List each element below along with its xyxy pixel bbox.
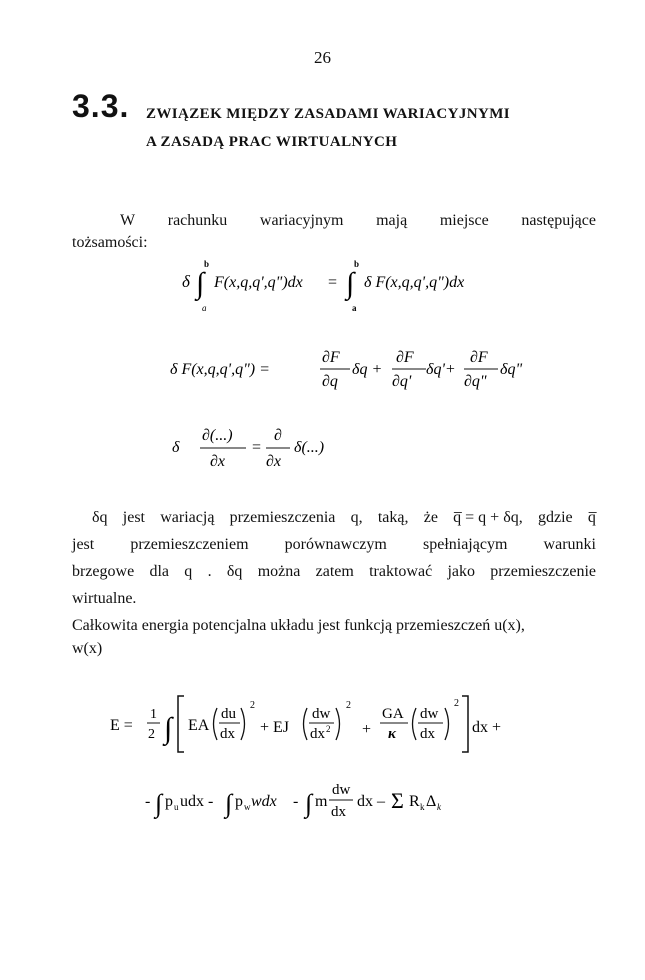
eq1-upper-limit-2: b xyxy=(354,259,360,269)
intro-line1 xyxy=(72,210,596,232)
eq1-lhs-func: F(x,q,q',q")dx xyxy=(214,274,303,291)
word: q xyxy=(184,563,193,580)
section-title-line1: ZWIĄZEK MIĘDZY ZASADAMI WARIACYJNYMI xyxy=(146,106,511,122)
eq4-ga: GA xyxy=(382,706,404,722)
equation-energy-load-terms xyxy=(145,776,505,830)
eq4-half-num: 1 xyxy=(150,707,157,722)
word: że xyxy=(423,509,438,526)
eq5-dx: dx xyxy=(331,804,346,820)
word: traktować xyxy=(369,563,433,580)
word: rachunku xyxy=(167,212,228,229)
equation-variation-of-f xyxy=(170,340,550,402)
para2-line2 xyxy=(72,531,596,558)
word: W xyxy=(120,212,136,229)
eq5-minus3: - xyxy=(293,793,299,810)
word: jest xyxy=(122,509,145,526)
word: jako xyxy=(447,563,476,580)
eq1-equals: = xyxy=(328,274,338,291)
eq4-dx: dx xyxy=(220,726,235,742)
para2-line4: wirtualne. xyxy=(72,590,137,607)
word: miejsce xyxy=(439,212,489,229)
left-paren xyxy=(214,708,218,740)
integral-sign: ∫ xyxy=(225,789,233,818)
word: przemieszczenie xyxy=(490,563,596,580)
summation-sign: Σ xyxy=(391,788,404,813)
eq2-term1: δq + xyxy=(352,361,383,378)
intro-paragraph xyxy=(72,210,596,254)
eq2-lhs: δ F(x,q,q',q") = xyxy=(170,361,270,378)
para2-line3 xyxy=(72,558,596,585)
eq5-rsub: k xyxy=(420,802,425,812)
eq3-den-left: ∂x xyxy=(210,453,226,470)
eq5-tail: dx – xyxy=(357,793,385,810)
eq2-den1: ∂q xyxy=(322,373,338,390)
word: dla xyxy=(149,563,170,580)
word: przemieszczeniem xyxy=(130,536,249,553)
eq2-den2: ∂q' xyxy=(392,373,412,390)
integral-sign: ∫ xyxy=(155,789,163,818)
integral-sign: ∫ xyxy=(305,789,313,818)
eq4-dx2: dx xyxy=(310,726,325,742)
word: jest xyxy=(72,536,95,553)
eq4-plus-ej: + EJ xyxy=(260,719,290,736)
equation-energy-main xyxy=(110,690,540,760)
word: mają xyxy=(376,212,408,229)
eq2-num2: ∂F xyxy=(396,349,414,366)
integral-sign: ∫ xyxy=(346,267,355,300)
word: spełniającym xyxy=(422,536,508,553)
word: q̅ = q + δq, xyxy=(453,509,523,526)
left-paren xyxy=(413,708,417,740)
right-paren xyxy=(241,708,245,740)
word: wariacyjnym xyxy=(259,212,344,229)
para2-line1 xyxy=(72,504,596,531)
eq5-p1: p xyxy=(165,793,173,810)
eq4-dx-plus: dx + xyxy=(472,719,502,736)
eq1-upper-limit: b xyxy=(204,259,210,269)
eq4-ea: EA xyxy=(188,717,210,734)
word: brzegowe xyxy=(72,563,135,580)
eq5-dw: dw xyxy=(332,782,351,798)
eq3-num-right: ∂ xyxy=(274,427,282,444)
eq4-du: du xyxy=(221,706,236,722)
page-number: 26 xyxy=(314,48,331,67)
integral-sign: ∫ xyxy=(164,712,173,745)
eq4-dw2: dw xyxy=(420,706,439,722)
word: warunki xyxy=(543,536,596,553)
eq2-num3: ∂F xyxy=(470,349,488,366)
left-bracket xyxy=(178,696,184,752)
eq4-half-den: 2 xyxy=(148,727,155,742)
eq1-delta: δ xyxy=(182,272,190,291)
right-paren xyxy=(336,708,340,740)
eq5-sub1: u xyxy=(174,802,179,812)
section-title-line2: A ZASADĄ PRAC WIRTUALNYCH xyxy=(146,134,398,150)
eq3-num-left: ∂(...) xyxy=(202,427,233,444)
word: . xyxy=(207,563,212,580)
eq4-dx3: dx xyxy=(420,726,435,742)
eq4-sq3: 2 xyxy=(454,698,459,709)
left-paren xyxy=(304,708,308,740)
eq4-lhs: E = xyxy=(110,717,133,734)
eq3-delta: δ xyxy=(172,439,180,456)
eq5-minus1: - xyxy=(145,793,151,810)
word: q, xyxy=(350,509,363,526)
eq5-p2: p xyxy=(235,793,243,810)
section-number: 3.3. xyxy=(72,88,130,124)
word: można xyxy=(257,563,301,580)
equation-commutation xyxy=(170,422,370,478)
word: zatem xyxy=(315,563,354,580)
word: δq xyxy=(92,509,108,526)
word: następujące xyxy=(521,212,596,229)
eq2-term3: δq" xyxy=(500,361,523,378)
equation-variation-integral xyxy=(160,255,540,315)
word: gdzie xyxy=(537,509,573,526)
eq1-lower-limit: a xyxy=(202,303,207,313)
eq5-r: R xyxy=(409,793,420,810)
para2-line5: Całkowita energia potencjalna układu jest funkcją przemieszczeń u(x), xyxy=(72,617,525,634)
eq5-sub2: w xyxy=(244,802,251,812)
eq1-rhs-func: δ F(x,q,q',q")dx xyxy=(364,274,465,291)
eq5-delta: Δ xyxy=(426,793,437,810)
eq3-tail: δ(...) xyxy=(294,439,325,456)
eq2-num1: ∂F xyxy=(322,349,340,366)
para2-line6: w(x) xyxy=(72,640,103,657)
eq4-dw: dw xyxy=(312,706,331,722)
eq2-term2: δq'+ xyxy=(426,361,456,378)
word: wariacją xyxy=(160,509,215,526)
eq4-sq1: 2 xyxy=(250,700,255,711)
eq4-sq2: 2 xyxy=(346,700,351,711)
right-paren xyxy=(445,708,449,740)
eq2-den3: ∂q" xyxy=(464,373,487,390)
eq4-kappa: κ xyxy=(388,726,396,742)
eq5-dsub: k xyxy=(437,802,441,812)
word: q̅ xyxy=(587,509,596,526)
eq5-rest2: wdx xyxy=(251,793,277,810)
body-paragraph xyxy=(72,504,596,662)
word: przemieszczenia xyxy=(229,509,336,526)
word: δq xyxy=(226,563,243,580)
eq3-den-right: ∂x xyxy=(266,453,282,470)
right-bracket xyxy=(462,696,468,752)
word: taką, xyxy=(377,509,409,526)
eq5-rest1: udx - xyxy=(180,793,214,810)
eq3-equals: = xyxy=(252,439,262,456)
integral-sign: ∫ xyxy=(196,267,205,300)
intro-line2: tożsamości: xyxy=(72,234,148,251)
eq1-lower-limit-2: a xyxy=(352,303,357,313)
eq5-m: m xyxy=(315,793,328,810)
word: porównawczym xyxy=(284,536,387,553)
eq4-dx2-sup: 2 xyxy=(326,724,331,734)
eq4-plus: + xyxy=(362,721,372,738)
